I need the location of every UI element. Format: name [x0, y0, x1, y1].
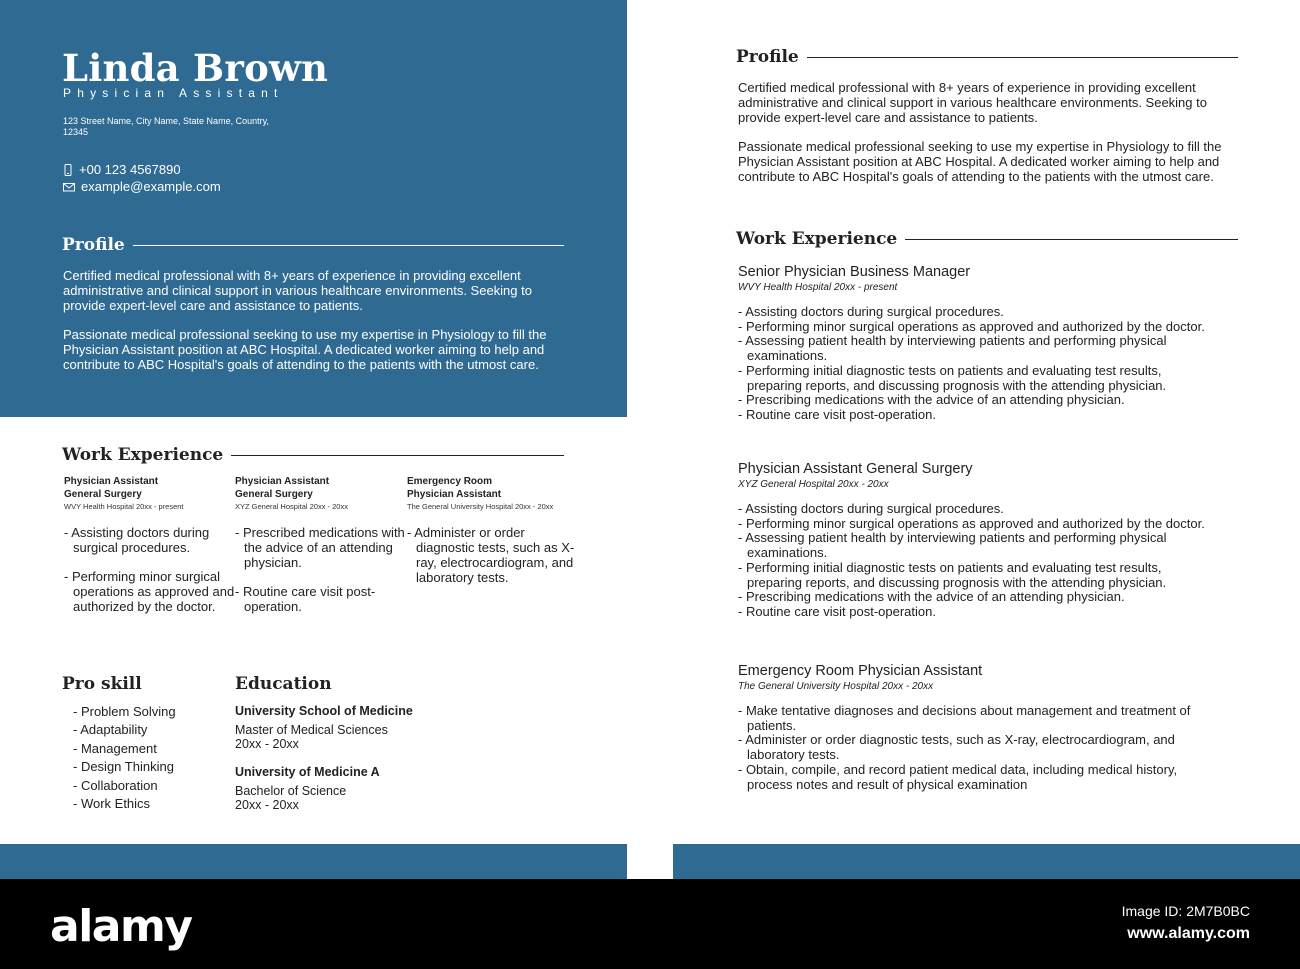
- education-entry: [235, 764, 465, 812]
- job-place: The General University Hospital 20xx - 20xx: [407, 502, 554, 511]
- school-name: University School of Medicine: [235, 704, 413, 718]
- degree: Bachelor of Science: [235, 784, 347, 798]
- email-icon: [63, 182, 75, 192]
- job-place: WVY Health Hospital 20xx - present: [64, 502, 184, 511]
- bullet: - Assisting doctors during surgical procedures.: [738, 304, 1004, 319]
- job-title: Physician Assistant General Surgery: [738, 461, 973, 477]
- bullet: - Administer or order diagnostic tests, such as X-ray, electrocardiogram, and laboratory tests.: [407, 525, 575, 585]
- bullet: - Make tentative diagnoses and decisions about management and treatment of patients.: [738, 703, 1191, 733]
- profile-heading-right: [736, 47, 1238, 67]
- profile-heading-text: Profile: [62, 235, 125, 255]
- job-column: [235, 475, 407, 628]
- skill-item: - Design Thinking: [73, 759, 174, 775]
- candidate-title: Physician Assistant: [63, 86, 284, 100]
- bullet: - Prescribed medications with the advice of an attending physician.: [235, 525, 405, 570]
- school-name: University of Medicine A: [235, 765, 380, 779]
- bullet: - Performing minor surgical operations as approved and authorized by the doctor.: [738, 515, 1205, 531]
- job-title-line: General Surgery: [64, 489, 142, 500]
- job-place: The General University Hospital 20xx - 20xx: [738, 681, 934, 692]
- bullet: - Routine care visit post-operation.: [235, 584, 376, 614]
- skill-item: - Management: [73, 740, 157, 756]
- job-bullets: [738, 704, 1208, 792]
- work-experience-heading-right: [736, 229, 1238, 249]
- years: 20xx - 20xx: [235, 737, 299, 751]
- bullet: - Performing minor surgical operations as approved and authorized by the doctor.: [738, 318, 1205, 334]
- phone-icon: [63, 164, 73, 176]
- work-heading-text: Work Experience: [736, 229, 898, 249]
- job-title-line: Physician Assistant: [235, 476, 330, 487]
- bullet: - Assisting doctors during surgical procedures.: [738, 501, 1004, 516]
- job-title: Senior Physician Business Manager: [738, 264, 971, 280]
- job-bullets: [738, 305, 1208, 423]
- work-heading-text: Work Experience: [62, 445, 224, 465]
- job-title-line: Physician Assistant: [64, 476, 159, 487]
- skill-item: - Problem Solving: [73, 704, 176, 719]
- watermark-image-id: Image ID: 2M7B0BC: [1121, 903, 1250, 919]
- bullet: - Performing minor surgical operations as approved and authorized by the doctor.: [64, 569, 235, 614]
- phone-number: +00 123 4567890: [79, 162, 181, 177]
- job-entry: [738, 662, 1208, 792]
- profile-heading-left: [62, 235, 564, 255]
- email-row: [63, 179, 221, 194]
- job-bullets: [235, 525, 407, 614]
- bullet: - Assisting doctors during surgical procedures.: [64, 525, 210, 555]
- job-bullets: [64, 525, 236, 614]
- address: 123 Street Name, City Name, State Name, Country, 12345: [63, 116, 269, 137]
- bullet: - Routine care visit post-operation.: [738, 406, 936, 422]
- heading-rule: [133, 245, 564, 246]
- job-column: [407, 475, 579, 585]
- bullet: - Prescribing medications with the advice of an attending physician.: [738, 589, 1125, 605]
- work-experience-heading-left: [62, 445, 564, 465]
- degree: Master of Medical Sciences: [235, 723, 388, 737]
- profile-paragraph-1: Certified medical professional with 8+ years of experience in providing excellent administrative and clinical support in various healthcare environments. Seeking to provide expert-level care and assistance to patients.: [738, 80, 1207, 125]
- bullet: - Routine care visit post-operation.: [738, 603, 936, 619]
- profile-paragraph-1: Certified medical professional with 8+ years of experience in providing excellent administrative and clinical support in various healthcare environments. Seeking to provide expert-level care and assistance to patients.: [63, 268, 532, 313]
- job-title-line: Emergency Room: [407, 476, 493, 487]
- bullet: - Performing initial diagnostic tests on patients and evaluating test results, preparing reports, and discussing prognosis with the attending physician.: [738, 559, 1167, 590]
- job-bullets: [407, 525, 579, 585]
- bullet: - Performing initial diagnostic tests on patients and evaluating test results, preparing reports, and discussing prognosis with the attending physician.: [738, 362, 1167, 393]
- header-panel: [0, 0, 627, 417]
- job-place: XYZ General Hospital 20xx - 20xx: [235, 502, 348, 511]
- skill-item: - Adaptability: [73, 722, 148, 738]
- watermark-site: www.alamy.com: [1127, 925, 1250, 942]
- email-address: example@example.com: [81, 179, 221, 194]
- watermark-logo: alamy: [50, 901, 192, 952]
- profile-paragraph-2: Passionate medical professional seeking to use my expertise in Physiology to fill the Physician Assistant position at ABC Hospital. A dedicated worker aiming to help and contribute to ABC Hospital's goals of attending to the patients with the utmost care.: [63, 327, 547, 372]
- job-column: [64, 475, 236, 628]
- bullet: - Administer or order diagnostic tests, such as X-ray, electrocardiogram, and laboratory tests.: [738, 732, 1175, 763]
- education-heading: Education: [235, 674, 332, 694]
- heading-rule: [807, 57, 1238, 58]
- skill-item: - Work Ethics: [73, 796, 151, 812]
- bullet: - Prescribing medications with the advice of an attending physician.: [738, 392, 1125, 408]
- years: 20xx - 20xx: [235, 798, 299, 812]
- profile-heading-text: Profile: [736, 47, 799, 67]
- footer-band-left: [0, 844, 627, 879]
- bullet: - Assessing patient health by interviewing patients and performing physical examinations.: [738, 530, 1167, 561]
- job-place: WVY Health Hospital 20xx - present: [738, 282, 898, 293]
- job-title-line: Physician Assistant: [407, 489, 502, 500]
- bullet: - Obtain, compile, and record patient medical data, including medical history, process notes and result of physical examination: [738, 761, 1178, 792]
- skill-list: [73, 703, 176, 813]
- skill-item: - Collaboration: [73, 777, 158, 793]
- resume-page-left: [0, 0, 627, 879]
- watermark-footer: [0, 879, 1300, 969]
- heading-rule: [231, 455, 564, 456]
- bullet: - Assessing patient health by interviewing patients and performing physical examinations.: [738, 333, 1167, 364]
- job-place: XYZ General Hospital 20xx - 20xx: [738, 479, 889, 490]
- job-title: Emergency Room Physician Assistant: [738, 663, 983, 679]
- job-bullets: [738, 502, 1208, 620]
- profile-paragraph-2: Passionate medical professional seeking to use my expertise in Physiology to fill the Physician Assistant position at ABC Hospital. A dedicated worker aiming to help and contribute to ABC Hospital's goals of attending to the patients with the utmost care.: [738, 139, 1222, 184]
- job-entry: [738, 263, 1208, 423]
- education-entry: [235, 703, 465, 751]
- footer-band-right: [673, 844, 1300, 879]
- heading-rule: [905, 239, 1238, 240]
- job-entry: [738, 460, 1208, 620]
- phone-row: [63, 162, 181, 177]
- job-title-line: General Surgery: [235, 489, 313, 500]
- pro-skill-heading: Pro skill: [62, 674, 142, 694]
- candidate-name: Linda Brown: [62, 46, 329, 90]
